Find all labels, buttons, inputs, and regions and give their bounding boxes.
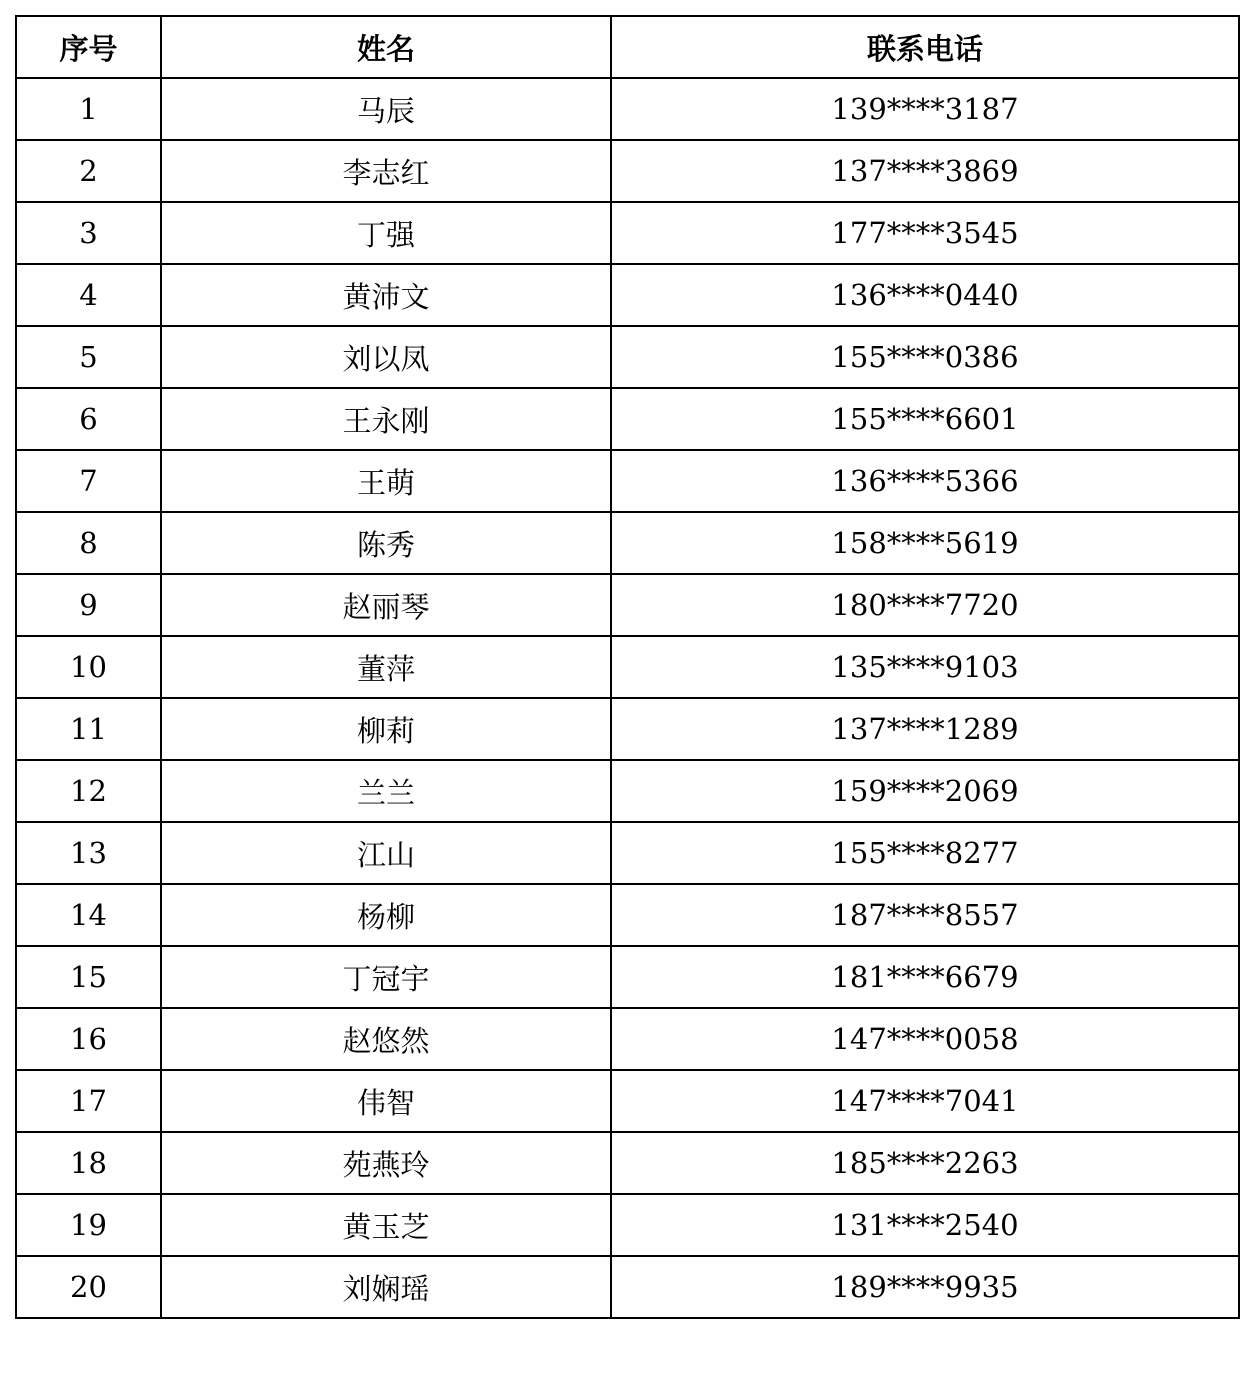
table-row xyxy=(16,636,1239,698)
cell-seq: 1 xyxy=(16,78,161,140)
cell-seq: 17 xyxy=(16,1070,161,1132)
cell-name: 王萌 xyxy=(161,450,611,512)
cell-phone: 155****0386 xyxy=(611,326,1239,388)
cell-phone: 155****6601 xyxy=(611,388,1239,450)
table-row xyxy=(16,1008,1239,1070)
cell-phone: 185****2263 xyxy=(611,1132,1239,1194)
table-row xyxy=(16,760,1239,822)
cell-name: 江山 xyxy=(161,822,611,884)
cell-name: 马辰 xyxy=(161,78,611,140)
cell-name: 兰兰 xyxy=(161,760,611,822)
table-row xyxy=(16,884,1239,946)
cell-name: 丁冠宇 xyxy=(161,946,611,1008)
table-row xyxy=(16,450,1239,512)
table-row xyxy=(16,388,1239,450)
table-row xyxy=(16,698,1239,760)
table-body xyxy=(16,78,1239,1318)
cell-phone: 187****8557 xyxy=(611,884,1239,946)
table-row xyxy=(16,822,1239,884)
cell-phone: 147****0058 xyxy=(611,1008,1239,1070)
table-row xyxy=(16,1132,1239,1194)
cell-name: 刘娴瑶 xyxy=(161,1256,611,1318)
cell-seq: 14 xyxy=(16,884,161,946)
column-header-phone: 联系电话 xyxy=(611,16,1239,78)
table-row xyxy=(16,264,1239,326)
cell-seq: 4 xyxy=(16,264,161,326)
cell-name: 李志红 xyxy=(161,140,611,202)
cell-phone: 136****0440 xyxy=(611,264,1239,326)
cell-seq: 8 xyxy=(16,512,161,574)
cell-phone: 177****3545 xyxy=(611,202,1239,264)
table-row xyxy=(16,326,1239,388)
column-header-seq: 序号 xyxy=(16,16,161,78)
cell-seq: 16 xyxy=(16,1008,161,1070)
cell-phone: 155****8277 xyxy=(611,822,1239,884)
cell-name: 柳莉 xyxy=(161,698,611,760)
cell-phone: 137****3869 xyxy=(611,140,1239,202)
cell-name: 丁强 xyxy=(161,202,611,264)
cell-phone: 180****7720 xyxy=(611,574,1239,636)
cell-seq: 3 xyxy=(16,202,161,264)
cell-name: 董萍 xyxy=(161,636,611,698)
column-header-name: 姓名 xyxy=(161,16,611,78)
cell-name: 刘以凤 xyxy=(161,326,611,388)
table-row xyxy=(16,1070,1239,1132)
table-row xyxy=(16,946,1239,1008)
cell-phone: 137****1289 xyxy=(611,698,1239,760)
cell-seq: 10 xyxy=(16,636,161,698)
cell-name: 王永刚 xyxy=(161,388,611,450)
cell-phone: 181****6679 xyxy=(611,946,1239,1008)
table-row xyxy=(16,512,1239,574)
cell-phone: 136****5366 xyxy=(611,450,1239,512)
cell-name: 杨柳 xyxy=(161,884,611,946)
table-row xyxy=(16,574,1239,636)
cell-name: 苑燕玲 xyxy=(161,1132,611,1194)
cell-name: 黄沛文 xyxy=(161,264,611,326)
table-row xyxy=(16,1256,1239,1318)
cell-seq: 11 xyxy=(16,698,161,760)
header-row xyxy=(16,16,1239,78)
cell-name: 伟智 xyxy=(161,1070,611,1132)
cell-seq: 20 xyxy=(16,1256,161,1318)
cell-seq: 13 xyxy=(16,822,161,884)
cell-phone: 159****2069 xyxy=(611,760,1239,822)
cell-phone: 147****7041 xyxy=(611,1070,1239,1132)
cell-seq: 15 xyxy=(16,946,161,1008)
cell-seq: 18 xyxy=(16,1132,161,1194)
table-row xyxy=(16,1194,1239,1256)
cell-phone: 135****9103 xyxy=(611,636,1239,698)
cell-seq: 7 xyxy=(16,450,161,512)
table-row xyxy=(16,78,1239,140)
cell-seq: 12 xyxy=(16,760,161,822)
cell-seq: 19 xyxy=(16,1194,161,1256)
cell-phone: 139****3187 xyxy=(611,78,1239,140)
cell-name: 黄玉芝 xyxy=(161,1194,611,1256)
table-row xyxy=(16,140,1239,202)
cell-seq: 9 xyxy=(16,574,161,636)
cell-phone: 158****5619 xyxy=(611,512,1239,574)
cell-phone: 131****2540 xyxy=(611,1194,1239,1256)
cell-name: 陈秀 xyxy=(161,512,611,574)
cell-seq: 6 xyxy=(16,388,161,450)
cell-seq: 2 xyxy=(16,140,161,202)
cell-name: 赵丽琴 xyxy=(161,574,611,636)
cell-seq: 5 xyxy=(16,326,161,388)
table-row xyxy=(16,202,1239,264)
table-header xyxy=(16,16,1239,78)
cell-name: 赵悠然 xyxy=(161,1008,611,1070)
contact-table xyxy=(15,15,1240,1319)
cell-phone: 189****9935 xyxy=(611,1256,1239,1318)
